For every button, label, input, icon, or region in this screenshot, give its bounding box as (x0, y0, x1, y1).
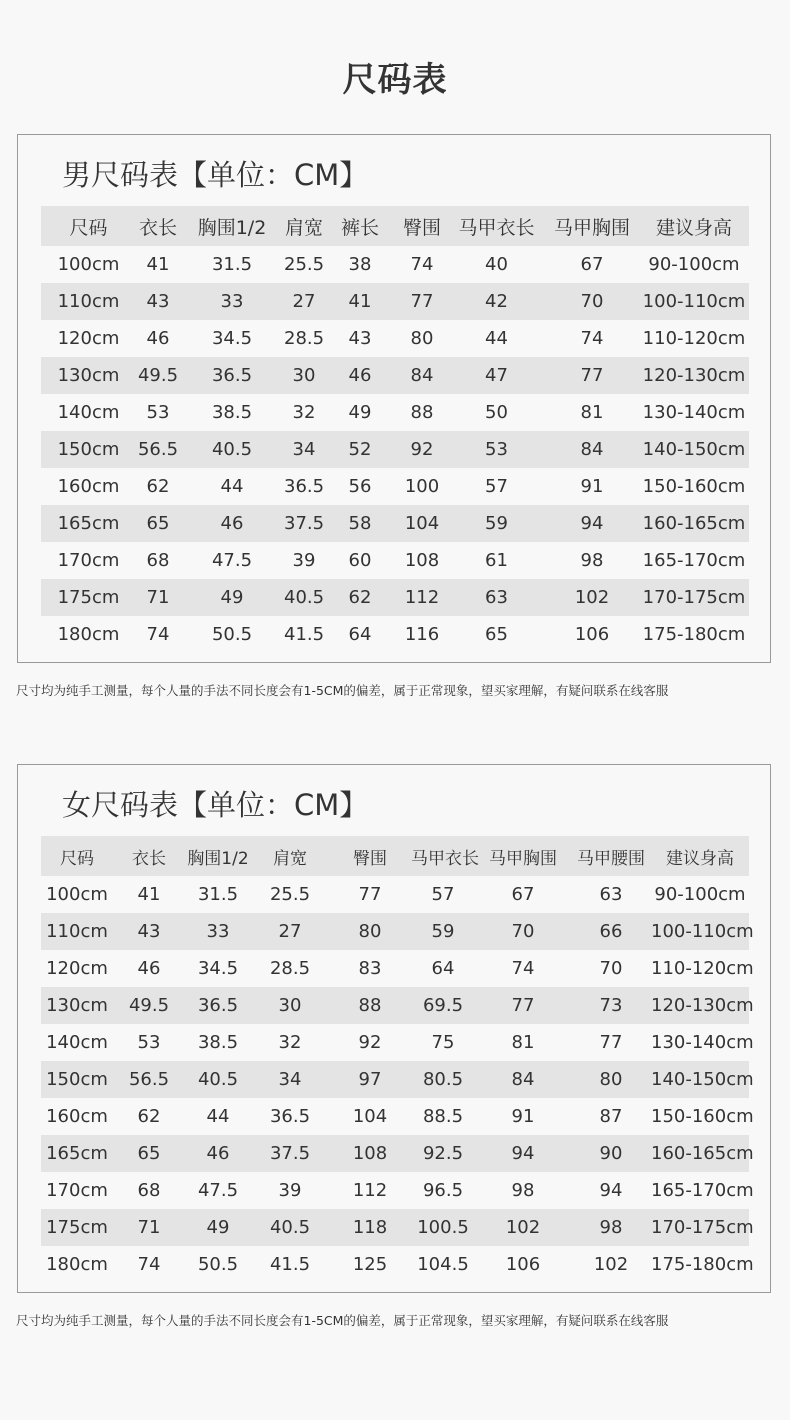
men-measurement-note: 尺寸均为纯手工测量，每个人量的手法不同长度会有1-5CM的偏差，属于正常现象，望买家理解，有疑问联系在线客服 (16, 683, 669, 698)
table-cell: 110cm (46, 921, 108, 942)
table-cell: 70 (511, 921, 535, 942)
table-cell: 30 (278, 995, 302, 1016)
table-cell: 65 (146, 513, 170, 534)
table-cell: 33 (220, 291, 244, 312)
women-size-table (41, 836, 754, 1283)
men-size-chart (17, 134, 771, 663)
table-cell: 98 (599, 1217, 623, 1238)
table-cell: 175-180cm (651, 1254, 754, 1275)
table-cell: 110cm (57, 291, 120, 312)
table-cell: 116 (404, 624, 440, 645)
table-cell: 77 (580, 365, 604, 386)
table-cell: 84 (511, 1069, 535, 1090)
table-cell: 106 (505, 1254, 541, 1275)
table-cell: 160-165cm (651, 1143, 754, 1164)
table-cell: 62 (348, 587, 372, 608)
table-cell: 40.5 (269, 1217, 311, 1238)
table-row (41, 320, 749, 357)
column-header: 胸围1/2 (187, 848, 249, 869)
table-cell: 64 (348, 624, 372, 645)
table-cell: 92 (358, 1032, 382, 1053)
table-row (41, 1061, 754, 1098)
table-cell: 50.5 (211, 624, 253, 645)
table-cell: 52 (348, 439, 372, 460)
table-cell: 100cm (57, 254, 120, 275)
table-cell: 140cm (57, 402, 120, 423)
table-row (41, 246, 749, 283)
column-header: 肩宽 (273, 848, 307, 869)
table-cell: 69.5 (422, 995, 464, 1016)
table-cell: 40 (485, 254, 508, 275)
table-cell: 74 (146, 624, 170, 645)
table-cell: 32 (278, 1032, 302, 1053)
table-cell: 104.5 (417, 1254, 469, 1275)
table-cell: 81 (580, 402, 604, 423)
table-cell: 150-160cm (651, 1106, 754, 1127)
table-cell: 40.5 (284, 587, 325, 608)
table-cell: 28.5 (269, 958, 311, 979)
table-cell: 97 (358, 1069, 382, 1090)
table-cell: 90-100cm (654, 884, 746, 905)
table-cell: 63 (599, 884, 623, 905)
table-cell: 100-110cm (651, 921, 754, 942)
table-cell: 47.5 (211, 550, 253, 571)
table-cell: 25.5 (269, 884, 311, 905)
table-cell: 165-170cm (651, 1180, 754, 1201)
table-cell: 175cm (46, 1217, 108, 1238)
table-cell: 112 (404, 587, 440, 608)
table-cell: 90-100cm (648, 254, 740, 275)
table-cell: 94 (511, 1143, 535, 1164)
table-cell: 165cm (46, 1143, 108, 1164)
table-cell: 65 (137, 1143, 161, 1164)
table-cell: 58 (348, 513, 372, 534)
table-cell: 71 (137, 1217, 161, 1238)
table-cell: 125 (352, 1254, 388, 1275)
table-cell: 33 (206, 921, 230, 942)
table-cell: 170-175cm (642, 587, 746, 608)
table-cell: 56.5 (137, 439, 179, 460)
table-cell: 44 (485, 328, 508, 349)
table-cell: 56.5 (128, 1069, 170, 1090)
table-cell: 102 (574, 587, 610, 608)
table-cell: 77 (410, 291, 434, 312)
table-cell: 74 (410, 254, 434, 275)
table-cell: 88 (358, 995, 382, 1016)
table-cell: 32 (292, 402, 316, 423)
table-cell: 94 (580, 513, 604, 534)
table-cell: 50.5 (197, 1254, 239, 1275)
column-header: 建议身高 (666, 848, 734, 869)
table-cell: 88 (410, 402, 434, 423)
table-cell: 66 (599, 921, 623, 942)
table-cell: 102 (593, 1254, 629, 1275)
table-cell: 61 (485, 550, 508, 571)
table-cell: 43 (146, 291, 170, 312)
men-chart-title: 男尺码表【单位：CM】 (62, 158, 369, 192)
table-cell: 34 (278, 1069, 302, 1090)
table-cell: 30 (292, 365, 316, 386)
table-cell: 62 (146, 476, 170, 497)
column-header: 衣长 (138, 216, 177, 239)
table-cell: 62 (137, 1106, 161, 1127)
table-row (41, 1024, 754, 1061)
table-cell: 120cm (57, 328, 120, 349)
table-cell: 74 (580, 328, 604, 349)
table-cell: 57 (431, 884, 455, 905)
table-cell: 46 (146, 328, 170, 349)
table-cell: 41 (146, 254, 170, 275)
table-cell: 68 (137, 1180, 161, 1201)
table-cell: 31.5 (197, 884, 239, 905)
table-cell: 90 (599, 1143, 623, 1164)
table-row (41, 394, 749, 431)
table-cell: 65 (485, 624, 508, 645)
table-cell: 47.5 (197, 1180, 239, 1201)
table-cell: 60 (348, 550, 372, 571)
column-header: 马甲衣长 (458, 216, 535, 239)
women-size-chart (17, 764, 771, 1293)
table-cell: 110-120cm (651, 958, 754, 979)
table-cell: 49.5 (128, 995, 170, 1016)
table-cell: 43 (137, 921, 161, 942)
table-cell: 39 (292, 550, 316, 571)
table-cell: 180cm (46, 1254, 108, 1275)
table-cell: 130cm (57, 365, 120, 386)
table-cell: 104 (404, 513, 440, 534)
table-cell: 44 (206, 1106, 230, 1127)
table-cell: 150-160cm (642, 476, 746, 497)
table-cell: 38 (348, 254, 372, 275)
table-cell: 165-170cm (642, 550, 746, 571)
column-header: 肩宽 (284, 216, 323, 239)
table-cell: 34 (292, 439, 316, 460)
table-cell: 94 (599, 1180, 623, 1201)
table-cell: 49 (220, 587, 244, 608)
table-row (41, 987, 754, 1024)
table-cell: 53 (137, 1032, 161, 1053)
table-cell: 37.5 (269, 1143, 311, 1164)
table-cell: 46 (206, 1143, 230, 1164)
table-cell: 74 (137, 1254, 161, 1275)
table-cell: 100-110cm (642, 291, 746, 312)
table-row (41, 579, 749, 616)
column-header: 马甲胸围 (553, 216, 630, 239)
page-title: 尺码表 (342, 60, 448, 100)
table-cell: 80 (410, 328, 434, 349)
table-cell: 91 (511, 1106, 535, 1127)
table-cell: 34.5 (211, 328, 253, 349)
column-header: 臀围 (353, 848, 387, 869)
table-cell: 36.5 (211, 365, 253, 386)
table-cell: 49 (206, 1217, 230, 1238)
table-cell: 36.5 (269, 1106, 311, 1127)
table-cell: 44 (220, 476, 244, 497)
column-header: 衣长 (132, 848, 166, 869)
table-cell: 87 (599, 1106, 623, 1127)
table-cell: 110-120cm (642, 328, 746, 349)
table-cell: 38.5 (211, 402, 253, 423)
table-cell: 77 (599, 1032, 623, 1053)
table-cell: 112 (352, 1180, 388, 1201)
table-cell: 130cm (46, 995, 108, 1016)
column-header: 尺码 (69, 216, 108, 239)
table-cell: 130-140cm (651, 1032, 754, 1053)
table-cell: 104 (352, 1106, 388, 1127)
table-cell: 42 (485, 291, 508, 312)
table-cell: 28.5 (284, 328, 325, 349)
table-cell: 180cm (57, 624, 120, 645)
table-cell: 150cm (46, 1069, 108, 1090)
column-header: 裤长 (340, 216, 379, 239)
table-cell: 160cm (57, 476, 120, 497)
table-cell: 120-130cm (642, 365, 746, 386)
table-cell: 98 (580, 550, 604, 571)
table-cell: 73 (599, 995, 623, 1016)
table-cell: 40.5 (197, 1069, 239, 1090)
table-cell: 70 (599, 958, 623, 979)
column-header: 胸围1/2 (197, 216, 267, 239)
table-cell: 39 (278, 1180, 302, 1201)
table-cell: 27 (278, 921, 302, 942)
table-cell: 46 (137, 958, 161, 979)
column-header: 马甲胸围 (489, 848, 557, 869)
table-cell: 170cm (46, 1180, 108, 1201)
table-cell: 88.5 (422, 1106, 464, 1127)
table-cell: 92.5 (422, 1143, 464, 1164)
table-cell: 175cm (57, 587, 120, 608)
table-cell: 56 (348, 476, 372, 497)
table-cell: 41 (348, 291, 372, 312)
table-cell: 75 (431, 1032, 455, 1053)
women-measurement-note: 尺寸均为纯手工测量，每个人量的手法不同长度会有1-5CM的偏差，属于正常现象，望买家理解，有疑问联系在线客服 (16, 1313, 669, 1328)
table-cell: 43 (348, 328, 372, 349)
table-row (41, 468, 749, 505)
table-cell: 83 (358, 958, 382, 979)
table-cell: 140-150cm (642, 439, 746, 460)
table-row (41, 542, 749, 579)
table-row (41, 1209, 754, 1246)
table-cell: 80 (358, 921, 382, 942)
table-cell: 34.5 (197, 958, 239, 979)
table-row (41, 950, 754, 987)
table-cell: 70 (580, 291, 604, 312)
table-row (41, 505, 749, 542)
table-cell: 120cm (46, 958, 108, 979)
table-cell: 41.5 (284, 624, 325, 645)
table-cell: 98 (511, 1180, 535, 1201)
table-cell: 49 (348, 402, 372, 423)
table-cell: 80 (599, 1069, 623, 1090)
table-cell: 118 (352, 1217, 388, 1238)
table-cell: 96.5 (422, 1180, 464, 1201)
table-cell: 77 (358, 884, 382, 905)
table-cell: 27 (292, 291, 316, 312)
table-row (41, 1135, 754, 1172)
table-cell: 36.5 (284, 476, 325, 497)
table-cell: 53 (146, 402, 170, 423)
table-cell: 50 (485, 402, 508, 423)
table-cell: 81 (511, 1032, 535, 1053)
table-cell: 80.5 (422, 1069, 464, 1090)
table-cell: 67 (511, 884, 535, 905)
table-row (41, 876, 749, 913)
table-cell: 68 (146, 550, 170, 571)
table-cell: 140cm (46, 1032, 108, 1053)
men-size-table (41, 206, 749, 653)
table-cell: 106 (574, 624, 610, 645)
table-cell: 59 (485, 513, 508, 534)
table-cell: 40.5 (211, 439, 253, 460)
table-cell: 100cm (46, 884, 108, 905)
table-row (41, 1246, 754, 1283)
table-cell: 41 (137, 884, 161, 905)
table-cell: 100 (404, 476, 440, 497)
table-header-row (41, 206, 749, 246)
table-cell: 57 (485, 476, 508, 497)
column-header: 臀围 (402, 216, 441, 239)
table-row (41, 1172, 754, 1209)
women-chart-title: 女尺码表【单位：CM】 (62, 788, 369, 822)
table-cell: 64 (431, 958, 455, 979)
table-cell: 91 (580, 476, 604, 497)
table-row (41, 913, 754, 950)
table-row (41, 357, 749, 394)
table-row (41, 283, 749, 320)
column-header: 马甲腰围 (577, 848, 645, 869)
table-cell: 100.5 (417, 1217, 469, 1238)
table-cell: 92 (410, 439, 434, 460)
table-cell: 175-180cm (642, 624, 746, 645)
table-cell: 165cm (57, 513, 120, 534)
table-cell: 74 (511, 958, 535, 979)
table-cell: 108 (404, 550, 440, 571)
table-row (41, 431, 749, 468)
table-cell: 84 (410, 365, 434, 386)
table-cell: 38.5 (197, 1032, 239, 1053)
table-cell: 49.5 (137, 365, 179, 386)
table-cell: 71 (146, 587, 170, 608)
table-cell: 108 (352, 1143, 388, 1164)
table-cell: 170-175cm (651, 1217, 754, 1238)
table-header-row (41, 836, 749, 876)
table-cell: 53 (485, 439, 508, 460)
table-cell: 160-165cm (642, 513, 746, 534)
table-cell: 41.5 (269, 1254, 311, 1275)
table-cell: 77 (511, 995, 535, 1016)
table-cell: 36.5 (197, 995, 239, 1016)
table-cell: 63 (485, 587, 508, 608)
table-cell: 160cm (46, 1106, 108, 1127)
table-cell: 140-150cm (651, 1069, 754, 1090)
table-cell: 25.5 (284, 254, 325, 275)
table-row (41, 1098, 754, 1135)
column-header: 建议身高 (655, 216, 732, 239)
table-cell: 84 (580, 439, 604, 460)
table-cell: 170cm (57, 550, 120, 571)
table-cell: 67 (580, 254, 604, 275)
table-cell: 102 (505, 1217, 541, 1238)
table-cell: 46 (220, 513, 244, 534)
table-cell: 130-140cm (642, 402, 746, 423)
table-cell: 31.5 (211, 254, 253, 275)
table-cell: 120-130cm (651, 995, 754, 1016)
table-cell: 37.5 (284, 513, 325, 534)
column-header: 尺码 (60, 848, 94, 869)
table-cell: 46 (348, 365, 372, 386)
table-cell: 150cm (57, 439, 120, 460)
table-row (41, 616, 749, 653)
table-cell: 59 (431, 921, 455, 942)
column-header: 马甲衣长 (411, 848, 479, 869)
table-cell: 47 (485, 365, 508, 386)
